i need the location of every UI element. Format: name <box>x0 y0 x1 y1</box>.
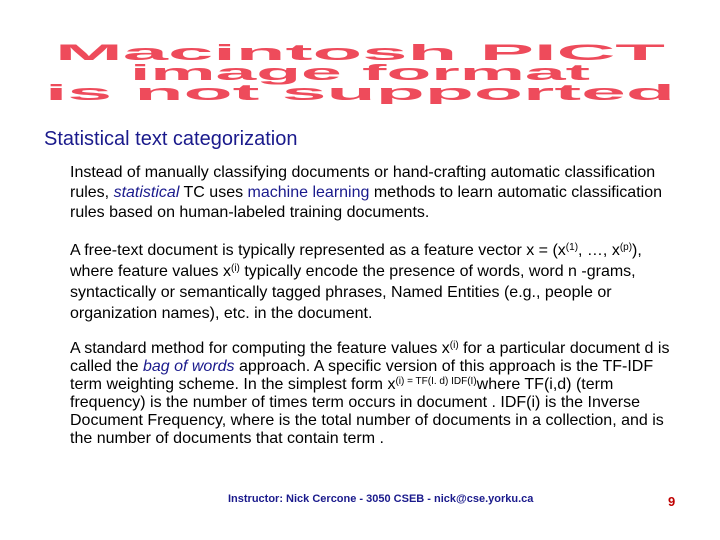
p2-sup-i: (i) <box>230 263 240 274</box>
p3-text-d: where TF(i,d) (term frequency) is the number of times term occurs in document . IDF(i) is the Inverse Document Frequency, where is the total number of documents in a collection, and is the number of documents that contain term . <box>70 376 664 447</box>
machine-learning-term: machine learning <box>247 184 370 201</box>
page-number: 9 <box>668 494 676 509</box>
paragraph-feature-vector <box>70 240 680 324</box>
p1-text-a: Instead of manually classifying documents or hand-crafting automatic classification rules, <box>70 164 656 201</box>
pict-line-2: image format <box>130 60 593 85</box>
p3-text-a: A standard method for computing the feature values x <box>70 340 450 357</box>
p2-text-d: typically encode the presence of words, word n -grams, syntactically or semantically tagged phrases, Named Entities (e.g., people or organization names), etc. in the document. <box>70 263 636 322</box>
p2-text-b: , …, x <box>578 242 620 259</box>
p2-sup-1: (1) <box>565 242 579 253</box>
paragraph-intro <box>70 163 680 223</box>
p3-text-c: approach. A specific version of this approach is the TF-IDF term weighting scheme. In the simplest form x <box>70 358 654 393</box>
p1-text-b: TC uses <box>179 184 248 201</box>
paragraph-tfidf <box>70 340 680 448</box>
p2-text-c: ), where feature values x <box>70 242 642 280</box>
slide-title: Statistical text categorization <box>44 128 298 150</box>
p3-sup-i: (i) <box>449 340 459 351</box>
pict-placeholder-image <box>30 40 690 104</box>
statistical-term: statistical <box>113 184 180 201</box>
pict-line-1: Macintosh PICT <box>55 40 668 65</box>
p3-text-b: for a particular document d is called the <box>70 340 670 375</box>
p3-sup-tfidf: (i) = TF(I. d) IDF(I) <box>395 376 477 387</box>
p2-text-a: A free-text document is typically represented as a feature vector x = (x <box>70 242 566 259</box>
pict-line-3: is not supported <box>45 80 675 104</box>
p2-sup-p: (p) <box>619 242 633 253</box>
slide-footer: Instructor: Nick Cercone - 3050 CSEB - nick@cse.yorku.ca <box>228 493 534 505</box>
p1-text-c: methods to learn automatic classification rules based on human-labeled training documents. <box>70 184 662 221</box>
bag-of-words-term: bag of words <box>142 358 235 375</box>
